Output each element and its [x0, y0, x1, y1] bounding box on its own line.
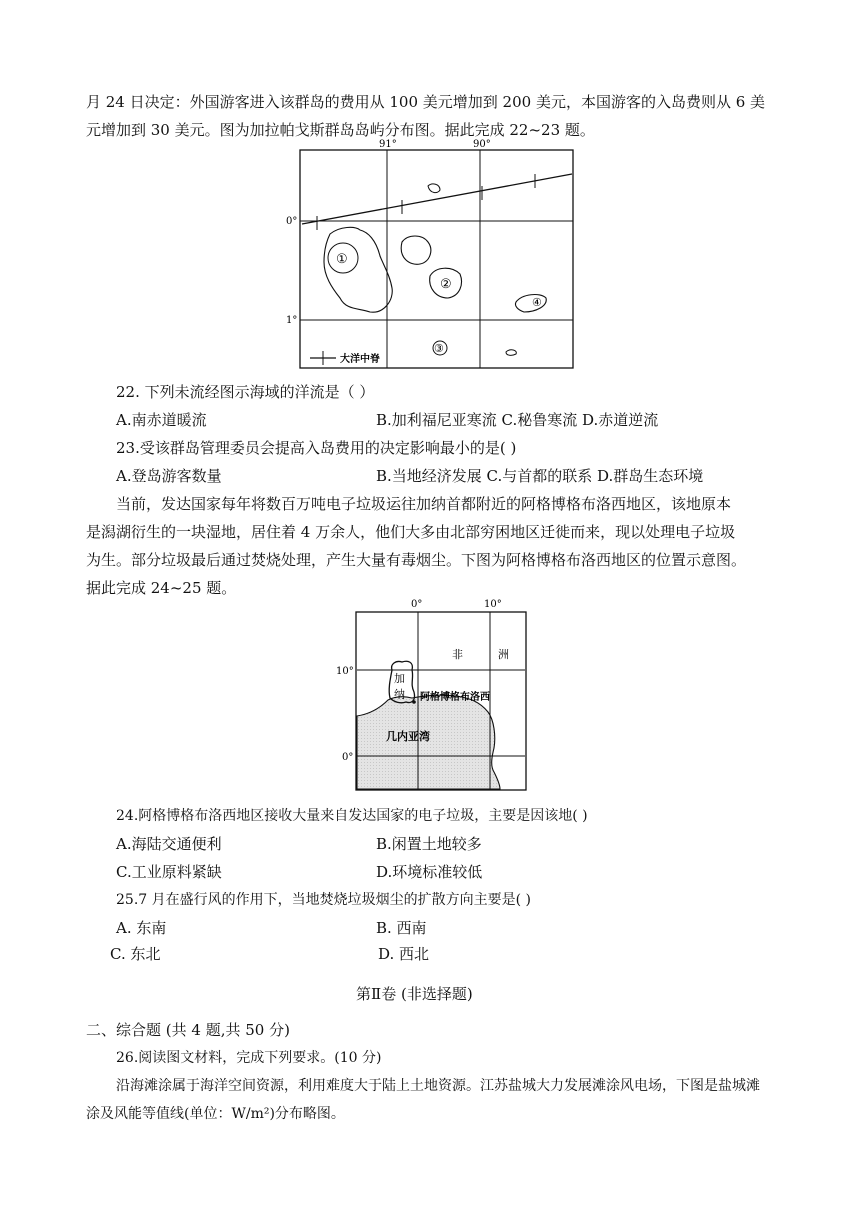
lat-label-10: 10°	[336, 666, 354, 677]
q24-option-d: D.环境标准较低	[376, 863, 483, 881]
lon-label-90: 90°	[473, 139, 491, 150]
q26-stem: 26.阅读图文材料，完成下列要求。(10 分)	[116, 1050, 382, 1066]
galapagos-map	[280, 138, 580, 378]
lat-label-0: 0°	[286, 216, 298, 227]
q24-option-b: B.闲置土地较多	[376, 835, 482, 853]
intro2-line3: 为生。部分垃圾最后通过焚烧处理，产生大量有毒烟尘。下图为阿格博格布洛西地区的位置示意图。	[86, 551, 747, 569]
q22-stem: 22. 下列未流经图示海域的洋流是（ ）	[116, 383, 375, 401]
q22-options-bcd: B.加利福尼亚寒流 C.秘鲁寒流 D.赤道逆流	[376, 411, 659, 429]
q26-line2: 涂及风能等值线(单位：W/m²)分布略图。	[86, 1106, 345, 1122]
lat-label-0-map2: 0°	[342, 752, 354, 763]
lat-label-1: 1°	[286, 315, 298, 326]
intro2-line1: 当前，发达国家每年将数百万吨电子垃圾运往加纳首都附近的阿格博格布洛西地区，该地原本	[116, 495, 732, 513]
africa-label-1: 非	[452, 648, 463, 661]
q24-option-c: C.工业原料紧缺	[116, 863, 222, 881]
agbogbloshie-location-dot	[412, 700, 416, 704]
ghana-map	[330, 596, 530, 794]
q22-option-a: A.南赤道暖流	[116, 411, 207, 429]
q25-stem: 25.7 月在盛行风的作用下，当地焚烧垃圾烟尘的扩散方向主要是( )	[116, 892, 531, 908]
q26-line1: 沿海滩涂属于海洋空间资源，利用难度大于陆上土地资源。江苏盐城大力发展滩涂风电场，下图是盐城滩	[116, 1078, 760, 1094]
section-heading: 二、综合题 (共 4 题,共 50 分)	[86, 1021, 290, 1039]
legend-ridge-label: 大洋中脊	[340, 354, 380, 365]
intro2-line4: 据此完成 24~25 题。	[86, 579, 237, 597]
ghana-label-1: 加	[394, 672, 405, 685]
africa-label-2: 洲	[498, 648, 509, 661]
intro1-line2: 元增加到 30 美元。图为加拉帕戈斯群岛岛屿分布图。据此完成 22~23 题。	[86, 121, 595, 139]
q23-options-bcd: B.当地经济发展 C.与首都的联系 D.群岛生态环境	[376, 467, 704, 485]
q23-stem: 23.受该群岛管理委员会提高入岛费用的决定影响最小的是( )	[116, 439, 517, 457]
q23-option-a: A.登岛游客数量	[116, 467, 222, 485]
q24-option-a: A.海陆交通便利	[116, 835, 222, 853]
lon-label-10: 10°	[484, 599, 502, 610]
q25-option-b: B. 西南	[376, 919, 427, 937]
lon-label-91: 91°	[379, 139, 397, 150]
q25-option-c: C. 东北	[110, 945, 161, 963]
island-label-2: ②	[440, 277, 452, 292]
island-label-4: ④	[532, 296, 542, 309]
island-label-3: ③	[434, 342, 444, 355]
intro1-line1: 月 24 日决定：外国游客进入该群岛的费用从 100 美元增加到 200 美元，本国游客的入岛费则从 6 美	[86, 93, 766, 111]
island-label-1: ①	[336, 252, 348, 267]
ghana-label-2: 纳	[394, 688, 405, 701]
q25-option-d: D. 西北	[378, 945, 430, 963]
q24-stem: 24.阿格博格布洛西地区接收大量来自发达国家的电子垃圾，主要是因该地( )	[116, 808, 588, 824]
gulf-of-guinea-label: 几内亚湾	[386, 730, 430, 743]
lon-label-0: 0°	[411, 599, 423, 610]
section-title: 第Ⅱ卷 (非选择题)	[356, 985, 473, 1003]
intro2-line2: 是潟湖衍生的一块湿地，居住着 4 万余人，他们大多由北部穷困地区迁徙而来，现以处理电子垃圾	[86, 523, 736, 541]
agbogbloshie-label: 阿格博格布洛西	[420, 692, 490, 703]
q25-option-a: A. 东南	[116, 919, 167, 937]
